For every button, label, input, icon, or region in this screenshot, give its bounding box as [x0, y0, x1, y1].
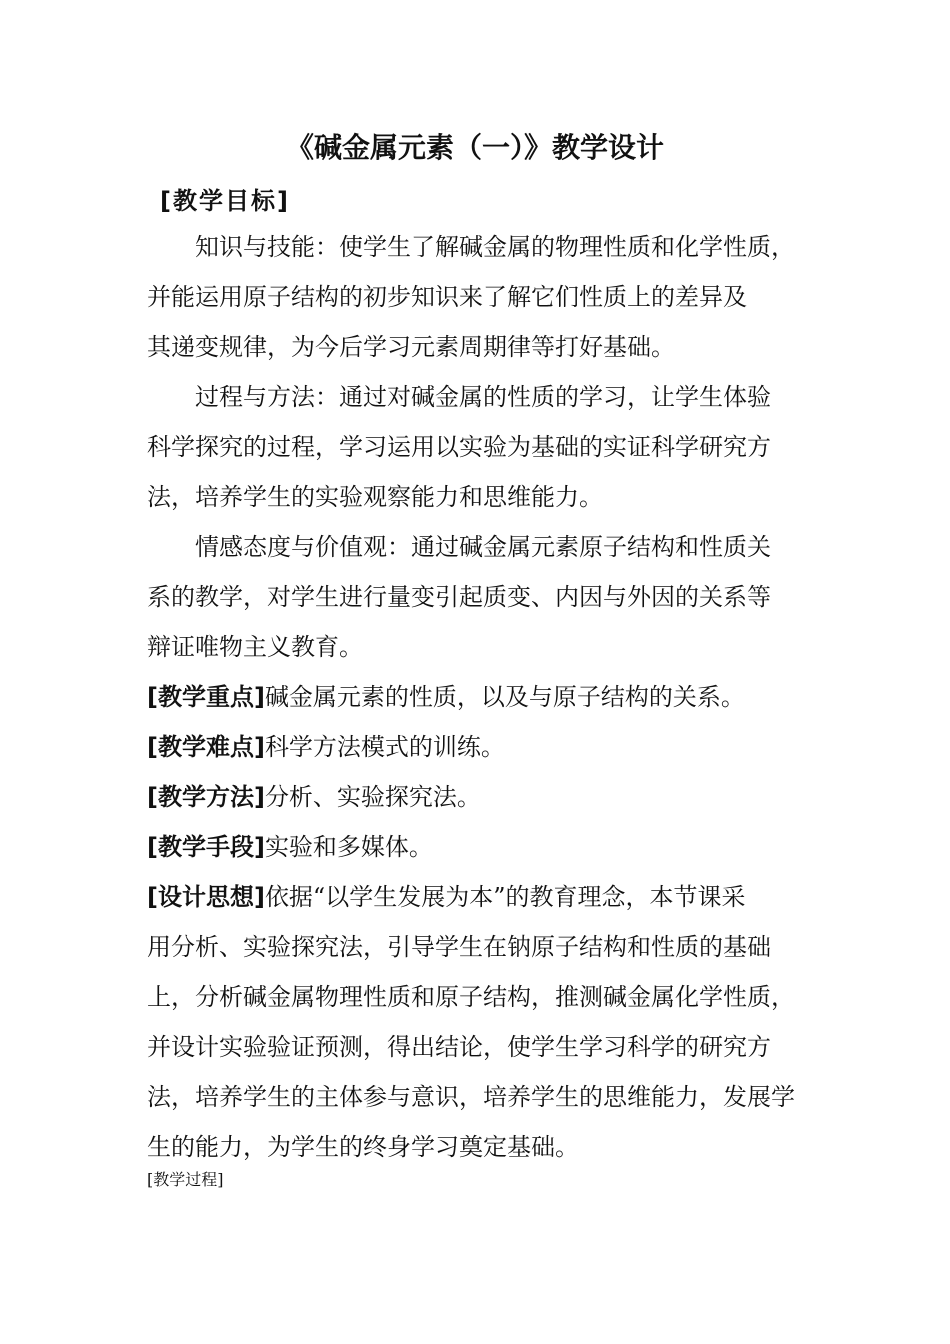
text-line: 情感态度与价值观：通过碱金属元素原子结构和性质关 — [195, 533, 771, 561]
method-paragraph — [147, 772, 827, 822]
process-heading: [教学过程] — [147, 1170, 224, 1189]
method-text: 分析、实验探究法。 — [264, 783, 481, 811]
difficulty-text: 科学方法模式的训练。 — [264, 733, 505, 761]
text-line: 法，培养学生的主体参与意识，培养学生的思维能力，发展学 — [147, 1083, 795, 1111]
text-line: 用分析、实验探究法，引导学生在钠原子结构和性质的基础 — [147, 933, 771, 961]
means-paragraph — [147, 822, 827, 872]
knowledge-paragraph — [147, 222, 827, 372]
text-line: 生的能力，为学生的终身学习奠定基础。 — [147, 1133, 579, 1161]
design-paragraph — [147, 872, 827, 1172]
text-line: 科学探究的过程，学习运用以实验为基础的实证科学研究方 — [147, 433, 771, 461]
objectives-heading: [教学目标] — [160, 187, 290, 215]
text-line: 上，分析碱金属物理性质和原子结构，推测碱金属化学性质， — [147, 983, 795, 1011]
process-paragraph — [147, 372, 827, 522]
key-point-paragraph — [147, 672, 827, 722]
key-point-label: [教学重点] — [147, 683, 265, 711]
design-text: 依据“以学生发展为本”的教育理念，本节课采 — [264, 883, 746, 911]
text-line: 其递变规律，为今后学习元素周期律等打好基础。 — [147, 333, 675, 361]
text-line: 法，培养学生的实验观察能力和思维能力。 — [147, 483, 603, 511]
document-title: 《碱金属元素（一）》教学设计 — [285, 131, 664, 164]
text-line: 知识与技能：使学生了解碱金属的物理性质和化学性质， — [195, 233, 795, 261]
key-point-text: 碱金属元素的性质，以及与原子结构的关系。 — [264, 683, 745, 711]
text-line: 并设计实验验证预测，得出结论，使学生学习科学的研究方 — [147, 1033, 771, 1061]
means-label: [教学手段] — [147, 833, 265, 861]
method-label: [教学方法] — [147, 783, 265, 811]
text-line: 并能运用原子结构的初步知识来了解它们性质上的差异及 — [147, 283, 747, 311]
text-line: 辩证唯物主义教育。 — [147, 633, 363, 661]
difficulty-label: [教学难点] — [147, 733, 265, 761]
text-line: 系的教学，对学生进行量变引起质变、内因与外因的关系等 — [147, 583, 771, 611]
text-line: 过程与方法：通过对碱金属的性质的学习，让学生体验 — [195, 383, 771, 411]
design-label: [设计思想] — [147, 883, 265, 911]
difficulty-paragraph — [147, 722, 827, 772]
emotion-paragraph — [147, 522, 827, 672]
means-text: 实验和多媒体。 — [264, 833, 433, 861]
